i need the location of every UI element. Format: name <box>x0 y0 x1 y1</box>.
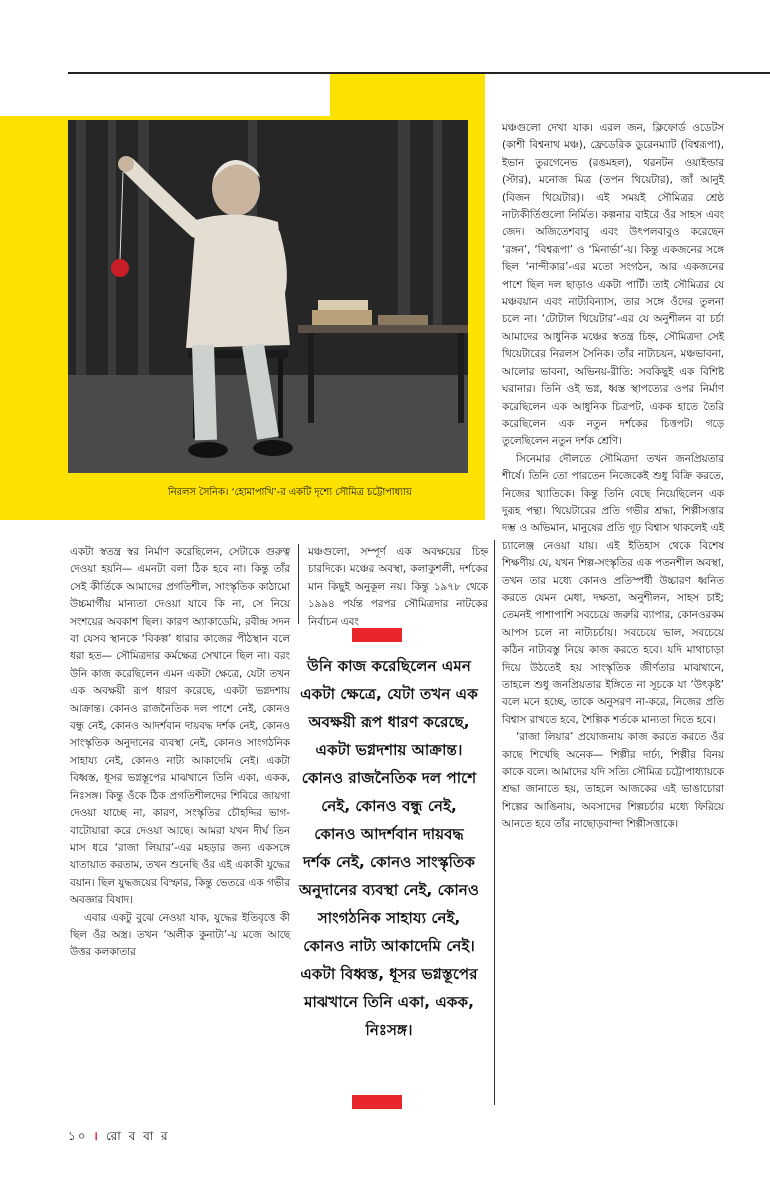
column-divider <box>298 544 299 624</box>
folio-separator: । <box>93 1129 100 1143</box>
photo-caption: নিরলস সৈনিক। ‘হোমাপাখি’-র একটি দৃশ্যে সৌমিত্র চট্টোপাধ্যায় <box>168 487 412 498</box>
page-number: ১০ <box>68 1129 88 1143</box>
paragraph: মঞ্চগুলো, সম্পূর্ণ এক অবক্ষয়ের চিহ্ন চারদিকে। মঞ্চের অবস্থা, কলাকুশলী, দর্শকের মান কিছুই অনুকূল নয়। কিন্তু ১৯৭৮ থেকে ১৯৯৪ পর্যন্ত পরপর সৌমিত্রদার নাটকের নির্বাচন এবং <box>308 546 488 628</box>
pull-quote-bottom-bar <box>352 1095 402 1109</box>
article-photo <box>68 120 468 473</box>
paragraph: মঞ্চগুলো দেখা যাক। এরল জন, ক্লিফোর্ড ওডেটস (কাশী বিশ্বনাথ মঞ্চ), ফ্রেডেরিক ডুরেনম্যাট (বিশ্বরূপা), ইভান তুরগেনেভ (রঙমহল), থরনটন ওয়াইল্ডার (স্টার), মনোজ মিত্র (তপন থিয়েটার), জাঁ আনুই (বিজন থিয়েটার)। এই সময়ই সৌমিত্রর শ্রেষ্ঠ নাট্যকীর্তিগুলো নির্মিত। কল্পনার বাইরে ওঁর সাহস এবং জেদ। অজিতেশবাবু এবং উৎপলবাবুও করেছেন ‘রঙ্গন’, ‘বিশ্বরূপা’ ও ‘মিনার্ভা’-য়। কিন্তু একজনের সঙ্গে ছিল ‘নান্দীকার’-এর মতো সংগঠন, আর একজনের পাশে ছিল দল ছাড়াও একটা পার্টি। তাই সৌমিত্রর যে মঞ্চবয়ান এবং নাট্যবিন্যাস, তার সঙ্গে ওঁদের তুলনা চলে না। ‘টোটাল থিয়েটার’-এর যে অনুশীলন বা চর্চা আমাদের আধুনিক মঞ্চের স্বতন্ত্র চিহ্ন, সৌমিত্রদা সেই থিয়েটারের নিরলস সৈনিক। তাঁর নাট্যচয়ন, মঞ্চভাবনা, আলোর ভাবনা, অভিনয়-রীতি: সবকিছুই এক বিশিষ্ট ঘরানার। তিনি ওই ভগ্ন, ধ্বস্ত স্থাপত্যের ওপর নির্মাণ করেছিলেন এক আধুনিক চিত্রপট, একক হাতে তৈরি করেছিলেন এক নতুন দর্শকের চিত্তপট। গড়ে তুলেছিলেন নতুন দর্শক শ্রেণি। <box>502 122 724 448</box>
yellow-accent-bar <box>330 74 485 120</box>
paragraph: একটা স্বতন্ত্র স্বর নির্মাণ করেছিলেন, সেটাকে গুরুত্ব দেওয়া হয়নি— এমনটা বলা ঠিক হবে না। কিন্তু তাঁর সেই কীর্তিকে আমাদের প্রগতিশীল, সাংস্কৃতিক কাঠামো উচ্চমার্গীয় মান্যতা দেওয়া যাবে কি না, সে নিয়ে সংশয়ের অবকাশ ছিল। কারণ অ্যাকাডেমি, রবীন্দ্র সদন বা যেসব স্থানকে ‘বিকল্প’ ধারার কাজের পীঠস্থান বলে ধরা হত— সৌমিত্রদার কর্মক্ষেত্র সেখানে ছিল না। বরং উনি কাজ করেছিলেন এমন একটা ক্ষেত্রে, যেটা তখন এক অবক্ষয়ী রূপ ধারণ করেছে, একটা ভগ্নদশায় আক্রান্ত। কোনও রাজনৈতিক দল পাশে নেই, কোনও বন্ধু নেই, কোনও আদর্শবান দায়বদ্ধ দর্শক নেই, কোনও সাংস্কৃতিক অনুদানের ব্যবস্থা নেই, কোনও সাংগঠনিক সাহায্য নেই, কোনও নাট্য আকাদেমি নেই। একটা বিধ্বস্ত, ধূসর ভগ্নস্তূপের মাঝখানে তিনি একা, একক, নিঃসঙ্গ। কিন্তু ওঁকে ঠিক প্রগতিশীলদের শিবিরে জায়গা দেওয়া যাচ্ছে না, কারণ, সংস্কৃতির চৌহদ্দির ভাগ-বাটোয়ারা করে দেওয়া আছে। আমরা যখন দীর্ঘ তিন মাস ধরে ‘রাজা লিয়ার’-এর মহড়ার জন্য একসঙ্গে যাতায়াত করতাম, তখন শুনেছি ওঁর এই একাকী যুদ্ধের বয়ান। ছিল যুদ্ধজয়ের বিস্ফার, কিন্তু ভেতরে এক গভীর অবজ্ঞার বিষাদ। <box>70 546 290 907</box>
publication-name: রো ব বা র <box>105 1129 170 1143</box>
page-folio <box>68 1127 170 1148</box>
paragraph: সিনেমার দৌলতে সৌমিত্রদা তখন জনপ্রিয়তার শীর্ষে। তিনি তো পারতেন নিজেকেই শুধু বিক্রি করতে, নিজের খ্যাতিকে। কিন্তু তিনি বেছে নিয়েছিলেন এক দুরূহ পন্থা। থিয়েটারের প্রতি গভীর শ্রদ্ধা, শিল্পীসত্তার দম্ভ ও অভিমান, মানুষের প্রতি গূঢ় বিশ্বাস থাকলেই এই চ্যালেঞ্জ নেওয়া যায়। এই ইতিহাস থেকে বিশেষ শিক্ষণীয় যে, যখন শিল্প-সংস্কৃতির এক পতনশীল অবস্থা, তখন তার মধ্যে কোনও প্রতিস্পর্ধী উচ্চারণ ধ্বনিত করতে যেমন মেধা, দক্ষতা, অনুশীলন, সাহস চাই; তেমনই পাশাপাশি সবচেয়ে জরুরি ব্যাপার, কোনওরকম আপস চলে না নাট্যচর্চায়। সবচেয়ে ভাল, সবচেয়ে কঠিন নাট্যবস্তু নিয়ে কাজ করতে হবে। যদি মাথাচাড়া দিয়ে উঠতেই হয় সাংস্কৃতিক জীর্ণতার মাঝখানে, তাহলে শুধু জনপ্রিয়তার ইঙ্গিতে না সূচকে যা ‘উৎকৃষ্ট’ বলে মনে হচ্ছে, তাকে অনুসরণ না-করে, নিজের প্রতি বিশ্বাস রাখতে হবে, শৈল্পিক শর্তকে মান্যতা দিতে হবে। <box>502 452 724 726</box>
column-divider <box>494 540 495 1105</box>
article-column-middle <box>308 544 488 631</box>
pull-quote-top-bar <box>352 628 402 642</box>
paragraph: এবার একটু বুঝে নেওয়া যাক, যুদ্ধের ইতিবৃত্তে কী ছিল ওঁর অস্ত্র। তখন ‘অলীক কুনাট্য’-য় মজে আছে উত্তর কলকাতার <box>70 911 290 959</box>
article-column-right <box>502 120 724 834</box>
article-column-left <box>70 544 290 962</box>
pull-quote: উনি কাজ করেছিলেন এমন একটা ক্ষেত্রে, যেটা তখন এক অবক্ষয়ী রূপ ধারণ করেছে, একটা ভগ্নদশায় আক্রান্ত। কোনও রাজনৈতিক দল পাশে নেই, কোনও বন্ধু নেই, কোনও আদর্শবান দায়বদ্ধ দর্শক নেই, কোনও সাংস্কৃতিক অনুদানের ব্যবস্থা নেই, কোনও সাংগঠনিক সাহায্য নেই, কোনও নাট্য আকাদেমি নেই। একটা বিধ্বস্ত, ধূসর ভগ্নস্তূপের মাঝখানে তিনি একা, একক, নিঃসঙ্গ। <box>298 657 480 1039</box>
paragraph: ‘রাজা লিয়ার’ প্রযোজনায় কাজ করতে করতে ওঁর কাছে শিখেছি অনেক— শিল্পীর দার্ঢ্য, শিল্পীর বিনয় কাকে বলে। আমাদের যদি সত্যি সৌমিত্র চট্টোপাধ্যায়কে শ্রদ্ধা জানাতে হয়, তাহলে আজকের এই ভাঙাচোরা শিল্পের আঙিনায়, অবসাদের শিল্পচর্চার মধ্যে ফিরিয়ে আনতে হবে তাঁর নাছোড়বান্দা শিল্পীসত্তাকে। <box>502 731 724 831</box>
